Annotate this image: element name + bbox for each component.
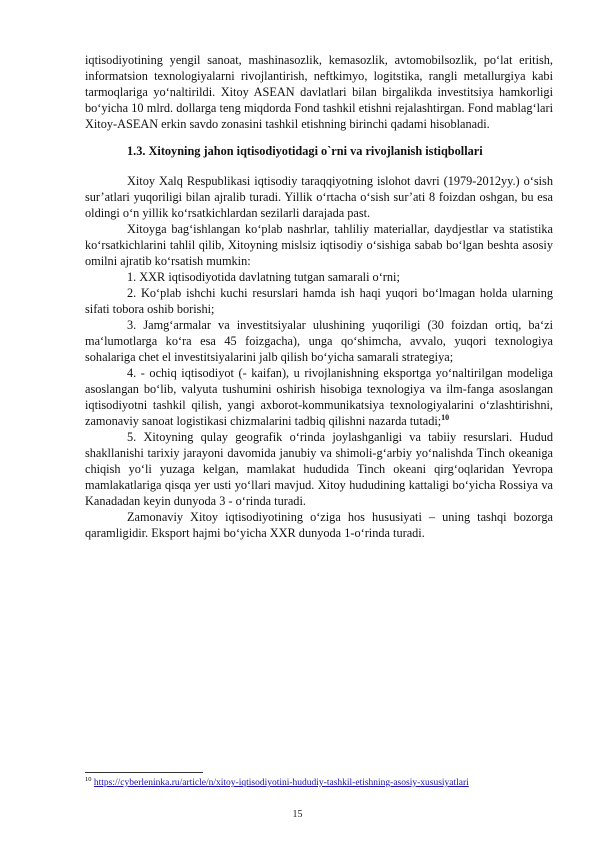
list-item-3: 3. Jamg‘armalar va investitsiyalar ulushining yuqoriligi (30 foizdan ortiq, ba‘zi ma‘lumotlarga ko‘ra esa 45 foizgacha), unga qo‘shimcha, avvalo, yuqori texnologiya sohalariga chet el investitsiyalarini jalb qilish bo‘yicha samarali strategiya; bbox=[85, 318, 553, 364]
footnote-divider bbox=[85, 772, 203, 773]
paragraph-five-factors: Xitoyga bag‘ishlangan ko‘plab nashrlar, tahliliy materiallar, daydjestlar va statistika ko‘rsatkichlarini tahlil qilib, Xitoyning mislsiz iqtisodiy o‘sishiga sabab bo‘lgan beshta asosiy omilni ajratib ko‘rsatish mumkin: bbox=[85, 222, 553, 268]
document-body bbox=[85, 52, 553, 541]
footnote-link[interactable]: https://cyberleninka.ru/article/n/xitoy-iqtisodiyotini-hududiy-tashkil-etishning-asosiy-xususiyatlari bbox=[93, 778, 469, 788]
paragraph-intro: iqtisodiyotining yengil sanoat, mashinasozlik, kemasozlik, avtomobilsozlik, po‘lat eritish, informatsion texnologiyalarni rivojlantirish, neftkimyo, logitstika, rangli metallurgiya kabi tarmoqlariga yo‘naltirildi. Xitoy ASEAN davlatlari bilan birgalikda investitsiya hamkorligi bo‘yicha 10 mlrd. dollarga teng miqdorda Fond tashkil etishni rejalashtirgan. Fond mablag‘lari Xitoy-ASEAN erkin savdo zonasini tashkil etishning birinchi qadami hisoblanadi. bbox=[85, 53, 553, 131]
footnote-mark: 10 bbox=[85, 775, 92, 783]
list-item-4 bbox=[85, 365, 553, 429]
paragraph-export-dependence: Zamonaviy Xitoy iqtisodiyotining o‘ziga hos hususiyati – uning tashqi bozorga qaramligidir. Eksport hajmi bo‘yicha XXR dunyoda 1-o‘rinda turadi. bbox=[85, 510, 553, 540]
list-item-2: 2. Ko‘plab ishchi kuchi resurslari hamda ish haqi yuqori bo‘lmagan holda ularning sifati tobora oshib borishi; bbox=[85, 286, 553, 316]
footnote-area bbox=[85, 772, 553, 789]
paragraph-growth-rates: Xitoy Xalq Respublikasi iqtisodiy taraqqiyotning islohot davri (1979-2012yy.) o‘sish sur’atlari yuqoriligi bilan ajralib turadi. Yillik o‘rtacha o‘sish sur’ati 8 foizdan oshgan, bu esa oldingi o‘n yillik ko‘rsatkichlardan sezilarli darajada past. bbox=[85, 174, 553, 220]
footnote-10 bbox=[85, 777, 553, 789]
footnote-reference[interactable]: 10 bbox=[441, 412, 450, 422]
list-item-4-text: 4. - ochiq iqtisodiyot (- kaifan), u rivojlanishning eksportga yo‘naltirilgan modeliga asoslangan bo‘lib, valyuta tushumini oshirish hisobiga texnologiya va ilm-fanga asoslangan iqtisodiyotni tashkil qilish, yangi axborot-kommunikatsiya texnologiyalarini o‘zlashtirishni, zamonaviy sanoat logistikasi chizmalarini tadbiq qilishni nazarda tutadi; bbox=[85, 366, 553, 428]
page-number: 15 bbox=[292, 809, 303, 820]
section-heading: 1.3. Xitoyning jahon iqtisodiyotidagi o`rni va rivojlanish istiqbollari bbox=[127, 144, 483, 158]
list-item-5: 5. Xitoyning qulay geografik o‘rinda joylashganligi va tabiiy resurslari. Hudud shakllanishi tarixiy jarayoni davomida janubiy va shimoli-g‘arbiy yo‘nalishda Tinch okeaniga chiqish yo‘li yuzaga kelgan, mamlakat hududida Tinch okeani qirg‘oqlaridan Yevropa mamlakatlariga qisqa yer usti yo‘llari mavjud. Xitoy hududining kattaligi bo‘yicha Rossiya va Kanadadan keyin dunyoda 3 - o‘rinda turadi. bbox=[85, 430, 553, 508]
list-item-1: 1. XXR iqtisodiyotida davlatning tutgan samarali o‘rni; bbox=[127, 270, 400, 284]
